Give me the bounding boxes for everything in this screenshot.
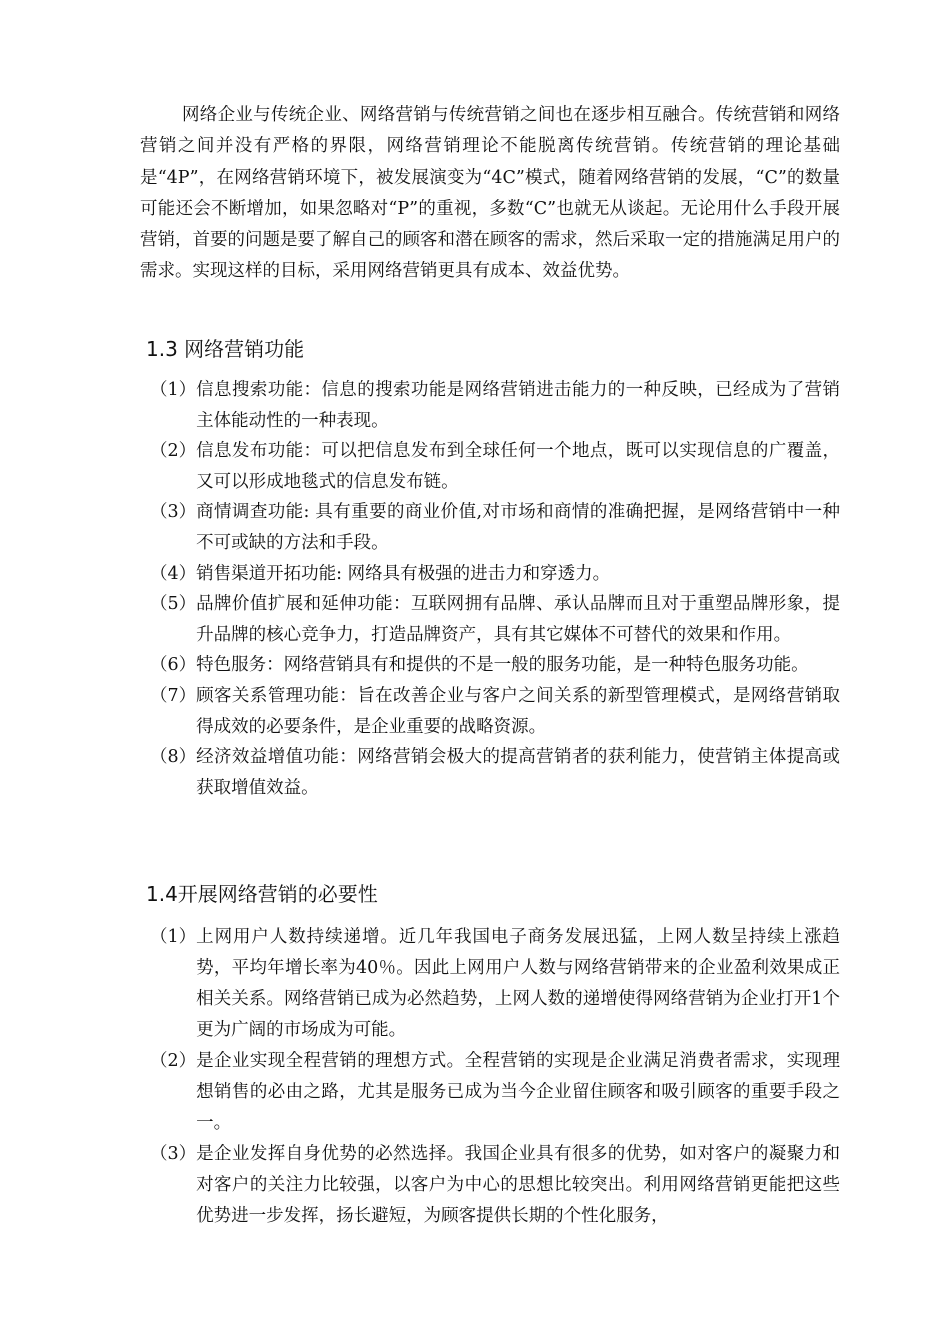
item-number: （5） <box>150 594 197 615</box>
item-text: 上网用户人数持续递增。近几年我国电子商务发展迅猛，上网人数呈持续上涨趋势，平均年增长率为40％。因此上网用户人数与网络营销带来的企业盈利效果成正相关关系。网络营销已成为必然趋势，上网人数的递增使得网络营销为企业打开1个更为广阔的市场成为可能。 <box>196 927 840 1040</box>
item-text: 信息发布功能：可以把信息发布到全球任何一个地点，既可以实现信息的广覆盖，又可以形成地毯式的信息发布链。 <box>196 441 840 492</box>
list-item <box>150 1046 840 1139</box>
list-item <box>150 742 840 803</box>
list-item <box>150 559 840 590</box>
item-number: （6） <box>150 655 197 676</box>
item-number: （4） <box>150 563 197 584</box>
item-text: 顾客关系管理功能：旨在改善企业与客户之间关系的新型管理模式，是网络营销取得成效的必要条件，是企业重要的战略资源。 <box>196 685 840 737</box>
list-item <box>150 436 840 497</box>
item-text: 品牌价值扩展和延伸功能：互联网拥有品牌、承认品牌而且对于重塑品牌形象，提升品牌的核心竞争力，打造品牌资产，具有其它媒体不可替代的效果和作用。 <box>196 594 840 645</box>
list-item <box>150 589 840 650</box>
item-number: （3） <box>150 502 197 523</box>
list-item <box>150 497 840 558</box>
list-item <box>150 681 840 742</box>
section-heading-necessity: 1.4开展网络营销的必要性 <box>146 882 378 906</box>
item-number: （1） <box>150 927 197 947</box>
item-text: 经济效益增值功能：网络营销会极大的提高营销者的获利能力，使营销主体提高或获取增值效益。 <box>196 747 840 798</box>
intro-paragraph: 网络企业与传统企业、网络营销与传统营销之间也在逐步相互融合。传统营销和网络营销之间并没有严格的界限，网络营销理论不能脱离传统营销。传统营销的理论基础是“4P”，在网络营销环境下，被发展演变为“4C”模式，随着网络营销的发展，“C”的数量可能还会不断增加，如果忽略对“P”的重视，多数“C”也就无从谈起。无论用什么手段开展营销，首要的问题是要了解自己的顾客和潜在顾客的需求，然后采取一定的措施满足用户的需求。实现这样的目标，采用网络营销更具有成本、效益优势。 <box>140 105 840 282</box>
item-number: （1） <box>150 380 197 400</box>
item-number: （8） <box>150 747 197 768</box>
item-text: 是企业实现全程营销的理想方式。全程营销的实现是企业满足消费者需求，实现理想销售的必由之路，尤其是服务已成为当今企业留住顾客和吸引顾客的重要手段之一。 <box>196 1051 840 1133</box>
necessity-list <box>150 922 840 1232</box>
item-text: 特色服务：网络营销具有和提供的不是一般的服务功能，是一种特色服务功能。 <box>196 655 809 676</box>
list-item <box>150 650 840 681</box>
item-number: （3） <box>150 1144 197 1164</box>
list-item <box>150 1139 840 1232</box>
item-text: 销售渠道开拓功能: 网络具有极强的进击力和穿透力。 <box>196 563 611 584</box>
item-number: （2） <box>150 1051 197 1071</box>
item-number: （2） <box>150 441 197 462</box>
item-text: 商情调查功能: 具有重要的商业价值,对市场和商情的准确把握，是网络营销中一种不可或缺的方法和手段。 <box>196 502 840 553</box>
item-text: 是企业发挥自身优势的必然选择。我国企业具有很多的优势，如对客户的凝聚力和对客户的关注力比较强，以客户为中心的思想比较突出。利用网络营销更能把这些优势进一步发挥，扬长避短，为顾客提供长期的个性化服务， <box>196 1144 840 1226</box>
item-number: （7） <box>150 685 197 706</box>
item-text: 信息搜索功能：信息的搜索功能是网络营销进击能力的一种反映，已经成为了营销主体能动性的一种表现。 <box>196 380 840 431</box>
list-item <box>150 922 840 1046</box>
section-heading-functions: 1.3 网络营销功能 <box>146 337 305 361</box>
list-item <box>150 375 840 436</box>
functions-list <box>150 375 840 803</box>
